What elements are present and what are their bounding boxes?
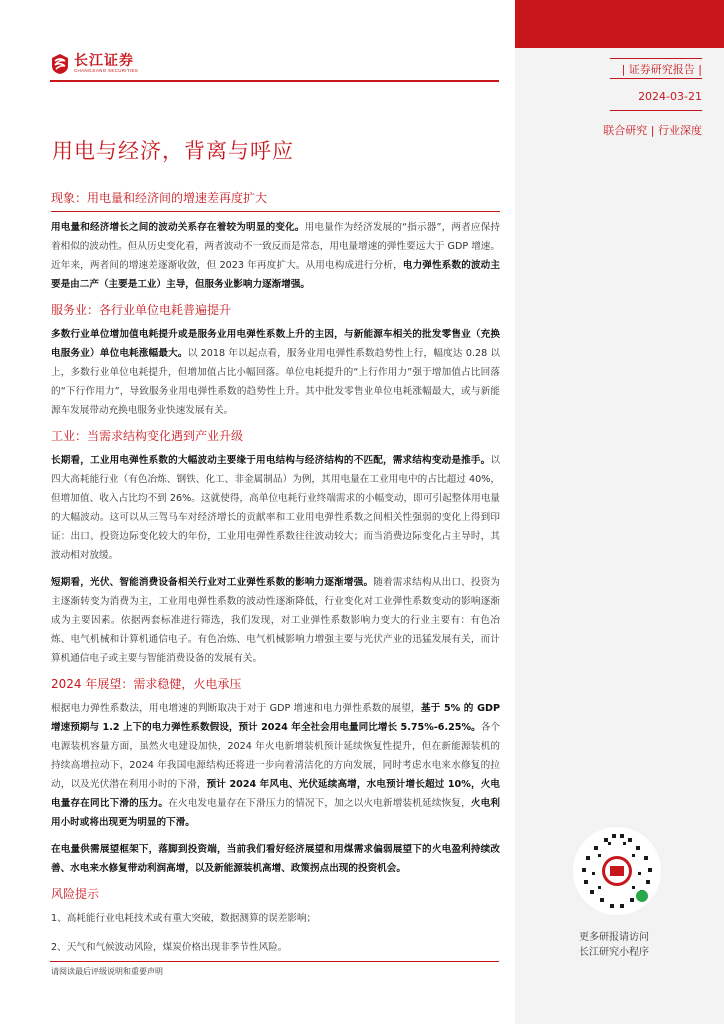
meta-divider-mid bbox=[610, 78, 702, 79]
header-red-bar bbox=[515, 0, 724, 48]
paragraph-text: 各个电源装机容量方面，虽然火电建设加快，2024 年火电新增装机预计延续恢复性提升，但在新能源装机的持续高增拉动下，2024 年我国电源结构还将进一步向着清洁化的方向发展，同时考虑水电来水修复的拉动，以及光伏潜在利用小时的下滑， bbox=[51, 722, 500, 790]
footer-divider bbox=[50, 961, 499, 962]
paragraph-text: 随着需求结构从出口、投资为主逐渐转变为消费为主，工业用电弹性系数的波动性逐渐降低，行业变化对工业弹性系数变动的影响逐渐成为主要因素。依据两套标准进行筛选，我们发现，对工业弹性系数影响力变大的行业主要有：有色冶炼、电气机械和计算机通信电子。有色冶炼、电气机械影响力增强主要与光伏产业的迅猛发展有关，而计算机通信电子或主要与智能消费设备的发展有关。 bbox=[51, 577, 501, 664]
paragraph-text: 以四大高耗能行业（有色冶炼、钢铁、化工、非金属制品）为例，其用电量在工业用电中的占比超过 40%，但增加值、收入占比均不到 26%。这就使得，高单位电耗行业终端需求的小幅变动，即可引起整体用电量的大幅波动。这可以从三驾马车对经济增长的贡献率和工业用电弹性系数之间相关性强弱的变化上得到印证：出口、投资边际变化较大的年份，工业用电弹性系数往往波动较大；而当消费边际变化占主导时，其波动相对放缓。 bbox=[51, 455, 500, 561]
section-title-services: 服务业：各行业单位电耗普遍提升 bbox=[51, 303, 232, 317]
mini-program-qr-icon[interactable] bbox=[572, 826, 662, 916]
paragraph bbox=[51, 699, 500, 832]
report-category: 联合研究 | 行业深度 bbox=[603, 124, 702, 137]
risk-item: 1、高耗能行业电耗技术或有重大突破，数据测算的误差影响； bbox=[51, 913, 317, 924]
paragraph-bold: 用电量和经济增长之间的波动关系存在着较为明显的变化。 bbox=[51, 222, 305, 233]
paragraph-bold: 短期看，光伏、智能消费设备相关行业对工业弹性系数的影响力逐渐增强。 bbox=[51, 577, 374, 588]
header-divider bbox=[50, 80, 499, 82]
main-content bbox=[51, 190, 500, 967]
paragraph-bold: 火电利用小时或将出现更为明显的下滑。 bbox=[51, 798, 501, 828]
paragraph-bold: 预计 2024 年风电、光伏延续高增，水电预计增长超过 10%，火电电量存在同比下滑的压力。 bbox=[51, 779, 501, 809]
report-type: | 证券研究报告 | bbox=[621, 63, 702, 76]
logo-text-en: CHANGJIANG SECURITIES bbox=[74, 68, 139, 73]
paragraph bbox=[51, 325, 500, 420]
paragraph-bold: 基于 5% 的 GDP 增速预期与 1.2 上下的电力弹性系数假设，预计 2024 年全社会用电量同比增长 5.75%-6.25%。 bbox=[51, 703, 500, 733]
paragraph bbox=[51, 218, 500, 294]
paragraph-text: 以 2018 年以起点看，服务业用电弹性系数趋势性上行，幅度达 0.28 以上，多数行业单位电耗提升，但增加值占比小幅回落。单位电耗提升的“上行作用力”强于增加值占比回落的“下行作用力”，导致服务业用电弹性系数的趋势性上升。其中批发零售业单位电耗涨幅最大，或与新能源车发展带动充换电服务业快速发展有关。 bbox=[51, 348, 500, 416]
paragraph-text: 用电量作为经济发展的“指示器”，两者应保持着相似的波动性。但从历史变化看，两者波动不一致反而是常态，用电量增速的弹性要远大于 GDP 增速。近年来，两者间的增速差逐渐收敛，但 2023 年再度扩大。从用电构成进行分析， bbox=[51, 222, 501, 271]
section-title-outlook: 2024 年展望：需求稳健，火电承压 bbox=[51, 677, 242, 691]
paragraph-text: 根据电力弹性系数法，用电增速的判断取决于对于 GDP 增速和电力弹性系数的展望， bbox=[51, 703, 421, 714]
qr-caption-line2: 长江研究小程序 bbox=[579, 947, 649, 958]
paragraph bbox=[51, 573, 500, 668]
paragraph-bold: 长期看，工业用电弹性系数的大幅波动主要缘于用电结构与经济结构的不匹配，需求结构变动是推手。 bbox=[51, 455, 491, 466]
paragraph-bold: 电力弹性系数的波动主要是由二产（主要是工业）主导，但服务业影响力逐渐增强。 bbox=[51, 260, 500, 290]
logo-emblem-icon bbox=[50, 53, 70, 75]
qr-caption-line1: 更多研报请访问 bbox=[579, 932, 649, 943]
report-date: 2024-03-21 bbox=[638, 90, 702, 103]
section-title-risk: 风险提示 bbox=[51, 887, 100, 901]
company-logo bbox=[50, 52, 160, 76]
paragraph bbox=[51, 840, 500, 878]
footer-disclaimer[interactable]: 请阅读最后评级说明和重要声明 bbox=[51, 967, 163, 976]
meta-divider-top bbox=[610, 58, 702, 59]
logo-text-cn: 长江证券 bbox=[74, 53, 134, 69]
section-title-phenomenon: 现象：用电量和经济间的增速差再度扩大 bbox=[51, 190, 500, 212]
paragraph-bold: 多数行业单位增加值电耗提升或是服务业用电弹性系数上升的主因，与新能源车相关的批发零售业（充换电服务业）单位电耗涨幅最大。 bbox=[51, 329, 500, 359]
risk-item: 2、天气和气候波动风险，煤炭价格出现非季节性风险。 bbox=[51, 942, 288, 953]
paragraph bbox=[51, 451, 500, 565]
meta-divider-bottom bbox=[610, 110, 702, 111]
paragraph-bold: 在电量供需展望框架下，落脚到投资端，当前我们看好经济展望和用煤需求偏弱展望下的火电盈利持续改善、水电来水修复带动利润高增，以及新能源装机高增、政策拐点出现的投资机会。 bbox=[51, 844, 500, 874]
page-title: 用电与经济，背离与呼应 bbox=[52, 139, 294, 163]
section-title-industry: 工业：当需求结构变化遇到产业升级 bbox=[51, 429, 244, 443]
paragraph-text: 在火电发电量存在下滑压力的情况下，加之以火电新增装机延续恢复， bbox=[168, 798, 471, 809]
